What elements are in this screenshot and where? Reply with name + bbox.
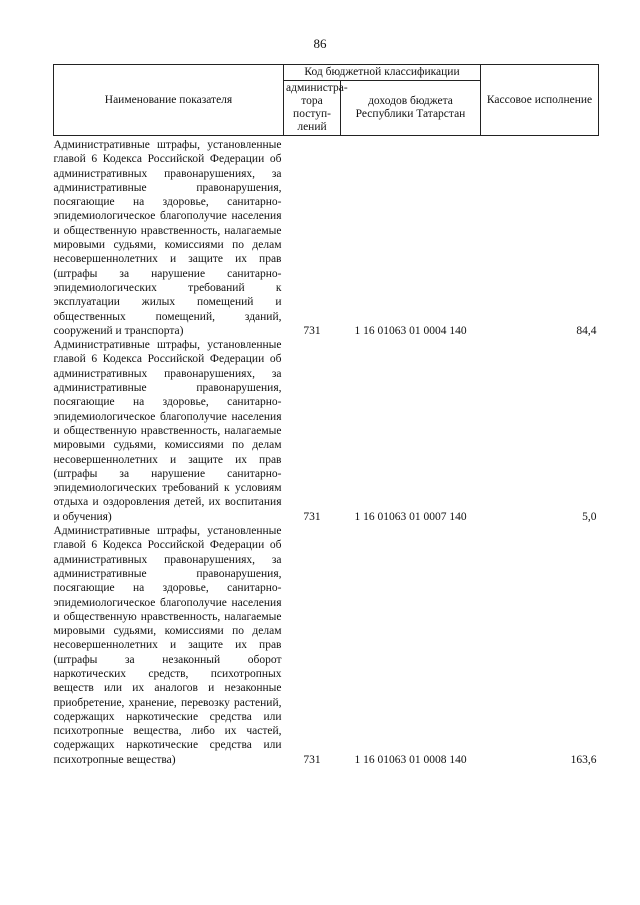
row-income-code: 1 16 01063 01 0004 140 <box>354 324 467 337</box>
column-header-name: Наименование показателя <box>54 65 284 136</box>
row-admin-code: 731 <box>303 753 321 766</box>
row-description: Административные штрафы, установленные главой 6 Кодекса Российской Федерации об административных правонарушениях, за административные правонарушения, посягающие на здоровье, санитарно-эпидемиологическое благополучие населения и общественную нравственность, налагаемые мировыми судьями, комиссиями по делам несовершеннолетних и защите их прав (штрафы за нарушение санитарно-эпидемиологических требований к эксплуатации жилых помещений и общественных помещений, зданий, сооружений и транспорта) <box>53 139 282 337</box>
row-description: Административные штрафы, установленные главой 6 Кодекса Российской Федерации об административных правонарушениях, за административные правонарушения, посягающие на здоровье, санитарно-эпидемиологическое благополучие населения и общественную нравственность, налагаемые мировыми судьями, комиссиями по делам несовершеннолетних и защите их прав (штрафы за нарушение санитарно-эпидемиологических требований к условиям отдыха и оздоровления детей, их воспитания и обучения) <box>53 339 282 523</box>
column-header-code-group: Код бюджетной классификации <box>284 65 481 81</box>
column-header-income: доходов бюджета Республики Татарстан <box>341 81 481 136</box>
row-admin-code: 731 <box>303 510 321 523</box>
column-header-amount: Кассовое исполнение <box>481 65 599 136</box>
table-row <box>54 338 599 524</box>
budget-table <box>53 64 599 767</box>
row-amount: 84,4 <box>576 324 597 337</box>
table-row <box>54 524 599 767</box>
row-amount: 163,6 <box>570 753 597 766</box>
table-body <box>54 136 599 768</box>
page-number: 86 <box>313 36 327 51</box>
row-income-code: 1 16 01063 01 0007 140 <box>354 510 467 523</box>
row-amount: 5,0 <box>582 510 597 523</box>
column-header-admin: администра-тора поступ-лений <box>284 81 341 136</box>
row-admin-code: 731 <box>303 324 321 337</box>
table-row <box>54 136 599 339</box>
row-income-code: 1 16 01063 01 0008 140 <box>354 753 467 766</box>
table-header <box>54 65 599 136</box>
row-description: Административные штрафы, установленные главой 6 Кодекса Российской Федерации об административных правонарушениях, за административные правонарушения, посягающие на здоровье, санитарно-эпидемиологическое благополучие населения и общественную нравственность, налагаемые мировыми судьями, комиссиями по делам несовершеннолетних и защите их прав (штрафы за незаконный оборот наркотических средств, психотропных веществ или их аналогов и незаконные приобретение, хранение, перевозку растений, содержащих наркотические средства или психотропные вещества, либо их частей, содержащих наркотические средства или психотропные вещества) <box>53 525 282 766</box>
